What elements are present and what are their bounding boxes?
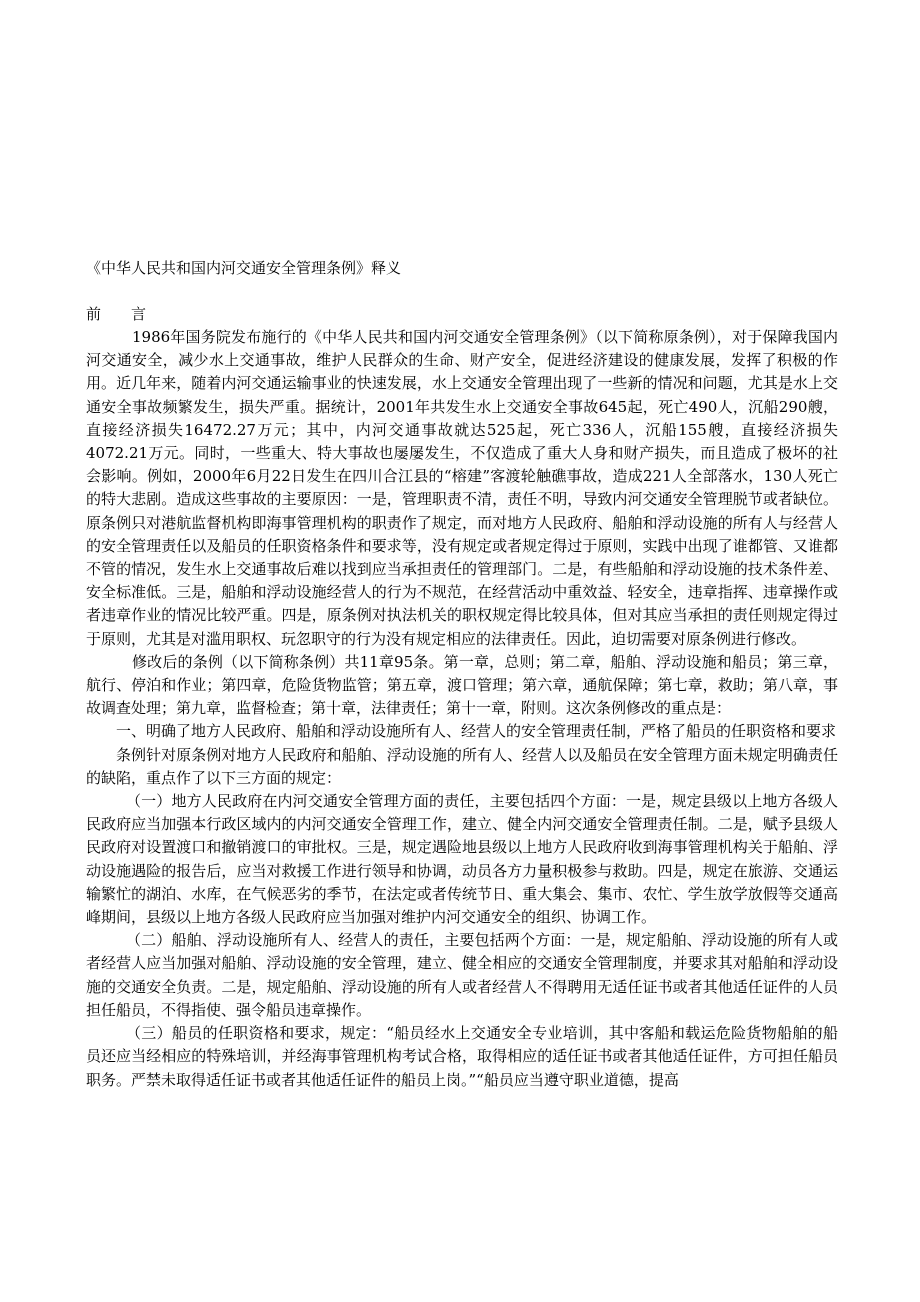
paragraph-item-one: （一）地方人民政府在内河交通安全管理方面的责任，主要包括四个方面：一是，规定县级以上地方各级人民政府应当加强本行政区域内的内河交通安全管理工作，建立、健全内河交通安全管理责任制。二是，赋予县级人民政府对设置渡口和撤销渡口的审批权。三是，规定遇险地县级以上地方人民政府收到海事管理机构关于船舶、浮动设施遇险的报告后，应当对救援工作进行领导和协调，动员各方力量积极参与救助。四是，规定在旅游、交通运输繁忙的湖泊、水库，在气候恶劣的季节，在法定或者传统节日、重大集会、集市、农忙、学生放学放假等交通高峰期间，县级以上地方各级人民政府应当加强对维护内河交通安全的组织、协调工作。: [86, 792, 838, 927]
paragraph-item-two: （二）船舶、浮动设施所有人、经营人的责任，主要包括两个方面：一是，规定船舶、浮动设施的所有人或者经营人应当加强对船舶、浮动设施的安全管理，建立、健全相应的交通安全管理制度，并要求其对船舶和浮动设施的交通安全负责。二是，规定船舶、浮动设施的所有人或者经营人不得聘用无适任证书或者其他适任证件的人员担任船员，不得指使、强令船员违章操作。: [86, 931, 838, 1019]
paragraph-section-one-intro: 条例针对原条例对地方人民政府和船舶、浮动设施的所有人、经营人以及船员在安全管理方面未规定明确责任的缺陷，重点作了以下三方面的规定：: [86, 745, 838, 787]
section-heading-one: 一、明确了地方人民政府、船舶和浮动设施所有人、经营人的安全管理责任制，严格了船员的任职资格和要求: [116, 722, 837, 741]
paragraph-structure: 修改后的条例（以下简称条例）共11章95条。第一章，总则；第二章，船舶、浮动设施和船员；第三章，航行、停泊和作业；第四章，危险货物监管；第五章，渡口管理；第六章，通航保障；第七章，救助；第八章，事故调查处理；第九章，监督检查；第十章，法律责任；第十一章，附则。这次条例修改的重点是：: [86, 652, 838, 718]
preface-heading-first-char: 前: [86, 305, 102, 323]
paragraph-item-three: （三）船员的任职资格和要求，规定：“船员经水上交通安全专业培训，其中客船和载运危险货物船舶的船员还应当经相应的特殊培训，并经海事管理机构考试合格，取得相应的适任证书或者其他适任证件，方可担任船员职务。严禁未取得适任证书或者其他适任证件的船员上岗。”“船员应当遵守职业道德，提高: [86, 1024, 838, 1089]
preface-heading: [86, 303, 146, 325]
document-body: [86, 326, 838, 1092]
preface-heading-second-char: 言: [131, 305, 147, 323]
document-title: 《中华人民共和国内河交通安全管理条例》释义: [86, 259, 402, 277]
paragraph-background: 1986年国务院发布施行的《中华人民共和国内河交通安全管理条例》（以下简称原条例），对于保障我国内河交通安全，减少水上交通事故，维护人民群众的生命、财产安全，促进经济建设的健康发展，发挥了积极的作用。近几年来，随着内河交通运输事业的快速发展，水上交通安全管理出现了一些新的情况和问题，尤其是水上交通安全事故频繁发生，损失严重。据统计，2001年共发生水上交通安全事故645起，死亡490人，沉船290艘，直接经济损失16472.27万元；其中，内河交通事故就达525起，死亡336人，沉船155艘，直接经济损失4072.21万元。同时，一些重大、特大事故也屡屡发生，不仅造成了重大人身和财产损失，而且造成了极坏的社会影响。例如，2000年6月22日发生在四川合江县的“榕建”客渡轮触礁事故，造成221人全部落水，130人死亡的特大悲剧。造成这些事故的主要原因：一是，管理职责不清，责任不明，导致内河交通安全管理脱节或者缺位。原条例只对港航监督机构即海事管理机构的职责作了规定，而对地方人民政府、船舶和浮动设施的所有人与经营人的安全管理责任以及船员的任职资格条件和要求等，没有规定或者规定得过于原则，实践中出现了谁都管、又谁都不管的情况，发生水上交通事故后难以找到应当承担责任的管理部门。二是，有些船舶和浮动设施的技术条件差、安全标准低。三是，船舶和浮动设施经营人的行为不规范，在经营活动中重效益、轻安全，违章指挥、违章操作或者违章作业的情况比较严重。四是，原条例对执法机关的职权规定得比较具体，但对其应当承担的责任则规定得过于原则，尤其是对滥用职权、玩忽职守的行为没有规定相应的法律责任。因此，迫切需要对原条例进行修改。: [86, 328, 838, 648]
